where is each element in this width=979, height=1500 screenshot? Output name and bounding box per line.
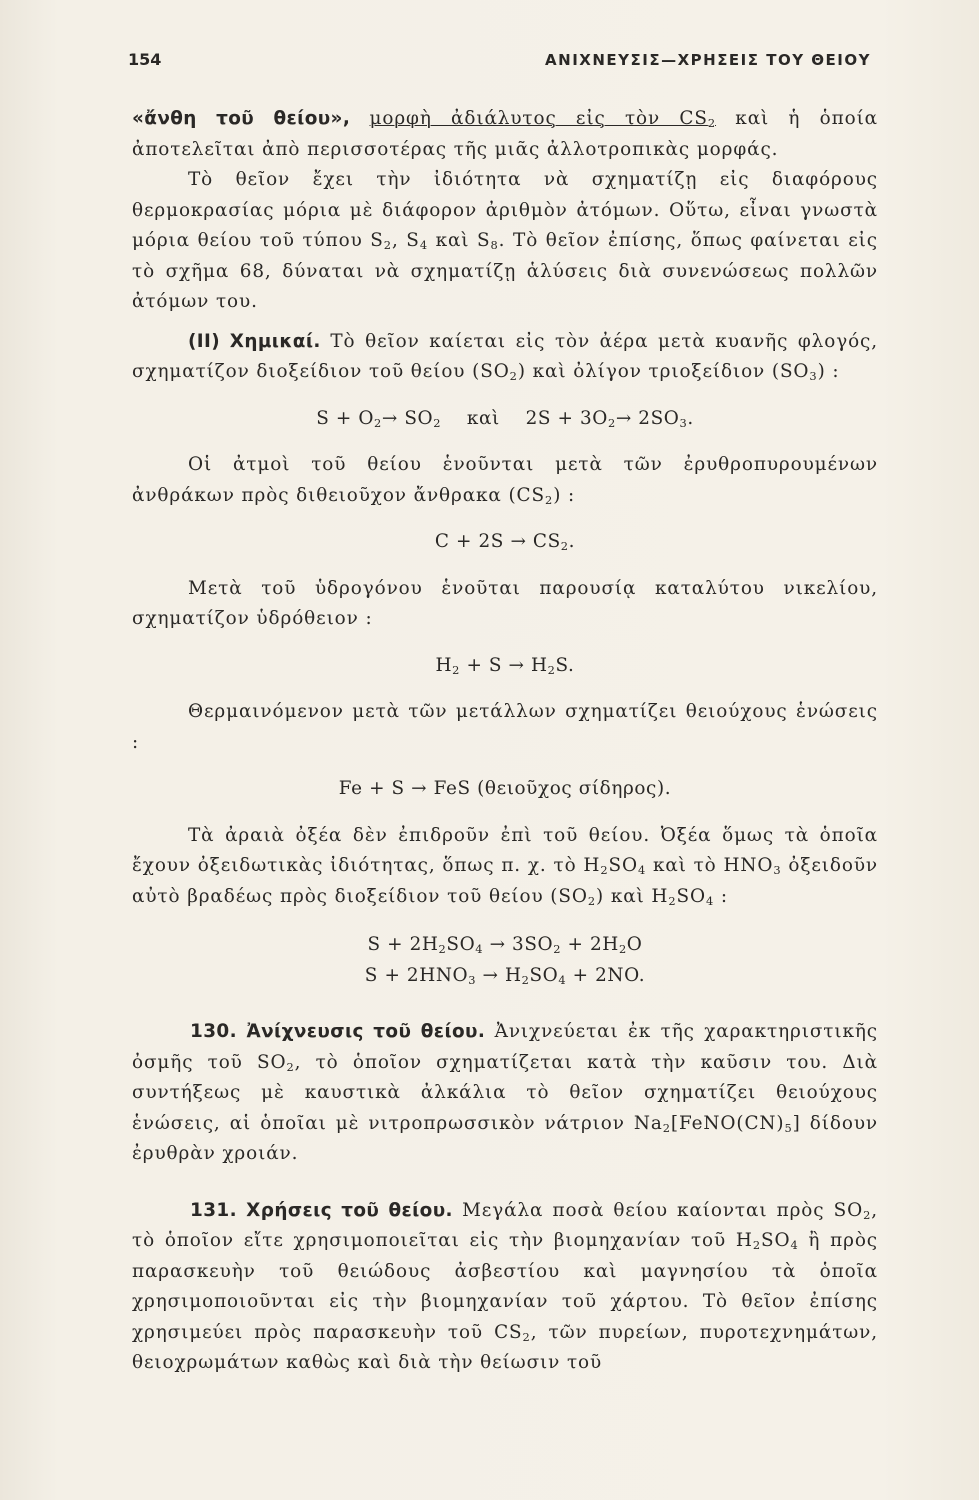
equation-hydrogen-sulfide: $H_2 + S \to H_2S$.: [435, 654, 575, 677]
section-130-detection: 130. Ἀνίχνευσις τοῦ θείου. Ἀνιχνεύεται ἐκ τῆς χαρακτηριστικῆς ὀσμῆς τοῦ $SO_2$, τὸ ὁποῖον σχηματίζεται κατὰ τὴν καῦσιν του. Διὰ συντήξεως μὲ καυστικὰ ἀλκάλια τὸ θεῖον σχηματίζει θειούχους ἑνώσεις, αἱ ὁποῖαι μὲ νιτροπρωσσικὸν νάτριον $Na_2[FeNO(CN)_5]$ δίδουν ἐρυθρὰν χροιάν.: [132, 1021, 878, 1164]
section-131-heading: 131. Χρήσεις τοῦ θείου.: [190, 1199, 453, 1221]
section-131-uses: 131. Χρήσεις τοῦ θείου. Μεγάλα ποσὰ θείου καίονται πρὸς $SO_2$, τὸ ὁποῖον εἴτε χρησιμοποιεῖται εἰς τὴν βιομηχανίαν τοῦ $H_2SO_4$ ἢ πρὸς παρασκευὴν τοῦ θειώδους ἀσβεστίου καὶ μαγνησίου τὰ ὁποῖα χρησιμοποιοῦνται εἰς τὴν βιομηχανίαν τοῦ χάρτου. Τὸ θεῖον ἐπίσης χρησιμεύει πρὸς παρασκευὴν τοῦ $CS_2$, τῶν πυρείων, πυροτεχνημάτων, θειοχρωμάτων καθὼς καὶ διὰ τὴν θείωσιν τοῦ: [132, 1199, 878, 1373]
equation-sulfuric-acid: $S + 2H_2SO_4 \to 3SO_2 + 2H_2O$: [367, 934, 643, 956]
paragraph-continuation: «ἄνθη τοῦ θείου», μορφὴ ἀδιάλυτος εἰς τὸν $CS_2$ καὶ ἡ ὁποία ἀποτελεῖται ἀπὸ περισσοτέρας τῆς μιᾶς ἀλλοτροπικὰς μορφάς.: [132, 108, 878, 160]
equation-iron-sulfide: Fe + S → FeS (θειοῦχος σίδηρος).: [338, 778, 672, 799]
page-number: 154: [128, 50, 162, 69]
paragraph-hydrogen: Μετὰ τοῦ ὑδρογόνου ἑνοῦται παρουσίᾳ καταλύτου νικελίου, σχηματίζον ὑδρόθειον :: [132, 577, 878, 629]
equation-nitric-acid: $S + 2HNO_3 \to H_2SO_4 + 2NO$.: [364, 964, 646, 987]
body-text: [132, 104, 878, 1379]
paragraph-acids: Τὰ ἀραιὰ ὀξέα δὲν ἐπιδροῦν ἐπὶ τοῦ θείου. Ὀξέα ὅμως τὰ ὁποῖα ἔχουν ὀξειδωτικὰς ἰδιότητας, ὅπως π. χ. τὸ $H_2SO_4$ καὶ τὸ $HNO_3$ ὀξειδοῦν αὐτὸ βραδέως πρὸς διοξείδιον τοῦ θείου $(SO_2)$ καὶ $H_2SO_4$ :: [132, 824, 879, 908]
section-130-heading: 130. Ἀνίχνευσις τοῦ θείου.: [190, 1021, 486, 1042]
paragraph-metals: Θερμαινόμενον μετὰ τῶν μετάλλων σχηματίζει θειούχους ἑνώσεις :: [132, 701, 878, 753]
running-title: ΑΝΙΧΝΕΥΣΙΣ—ΧΡΗΣΕΙΣ ΤΟΥ ΘΕΙΟΥ: [545, 51, 871, 69]
paragraph-carbon: Οἱ ἀτμοὶ τοῦ θείου ἑνοῦνται μετὰ τῶν ἐρυθροπυρουμένων ἀνθράκων πρὸς διθειοῦχον ἄνθρακα $(CS_2)$ :: [132, 454, 878, 507]
equation-carbon-disulfide: $C + 2S \to CS_2$.: [434, 531, 576, 553]
paragraph-molecules: Τὸ θεῖον ἔχει τὴν ἰδιότητα νὰ σχηματίζῃ εἰς διαφόρους θερμοκρασίας μόρια μὲ διάφορον ἀριθμὸν ἀτόμων. Οὕτω, εἶναι γνωστὰ μόρια θείου τοῦ τύπου $S_2$, $S_4$ καὶ $S_8$. Τὸ θεῖον ἐπίσης, ὅπως φαίνεται εἰς τὸ σχῆμα 68, δύναται νὰ σχηματίζῃ ἁλύσεις διὰ συνενώσεως πολλῶν ἀτόμων του.: [132, 169, 878, 312]
paragraph-chemical: (II) Χημικαί. Τὸ θεῖον καίεται εἰς τὸν ἀέρα μετὰ κυανῆς φλογός, σχηματίζον διοξείδιον τοῦ θείου $(SO_2)$ καὶ ὀλίγον τριοξείδιον $(SO_3)$ :: [132, 330, 879, 383]
equations-oxidation: [132, 930, 878, 991]
subheading-chemical: (II) Χημικαί.: [188, 330, 321, 352]
page-header: [128, 50, 871, 69]
equation-combustion: $S + O_2\to SO_2$ καὶ $2S + 3O_2\to 2SO_3$.: [316, 407, 694, 430]
